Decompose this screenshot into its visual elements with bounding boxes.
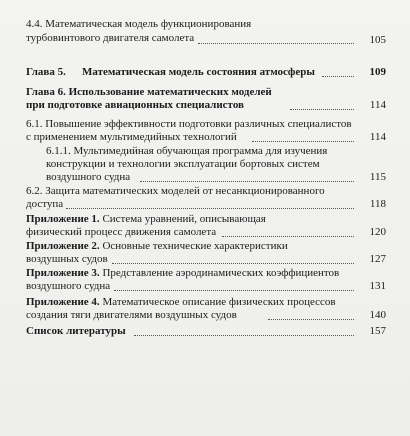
page-number: 157 bbox=[369, 325, 386, 337]
dot-leader bbox=[290, 109, 354, 110]
toc-entry-text: воздушного судна bbox=[46, 171, 131, 183]
page-number: 118 bbox=[369, 198, 386, 210]
toc-entry-text: Основные технические характеристики bbox=[99, 240, 288, 252]
toc-entry-text: Математическое описание физических процессов bbox=[99, 296, 336, 308]
toc-entry-text: воздушных судов bbox=[26, 253, 108, 265]
page-number: 115 bbox=[369, 171, 386, 183]
chapter-label: Глава 5. bbox=[26, 66, 66, 78]
dot-leader bbox=[222, 236, 354, 237]
toc-entry-text: при подготовке авиационных специалистов bbox=[26, 99, 244, 111]
page-number: 114 bbox=[369, 99, 386, 111]
appendix-label: Приложение 3. bbox=[26, 267, 100, 279]
toc-entry-text: Глава 6. Использование математических моделей bbox=[26, 86, 272, 98]
toc-entry-text: турбовинтового двигателя самолета bbox=[26, 32, 195, 44]
toc-entry-text: Представление аэродинамических коэффициентов bbox=[99, 267, 340, 279]
page-number: 120 bbox=[369, 226, 386, 238]
appendix-label: Приложение 1. bbox=[26, 213, 100, 225]
dot-leader bbox=[268, 319, 354, 320]
page-number: 109 bbox=[369, 66, 386, 78]
toc-entry-text: конструкции и технологии эксплуатации бортовых систем bbox=[46, 158, 320, 170]
toc-entry-text: Список литературы bbox=[26, 325, 126, 337]
toc-entry-text: Математическая модель состояния атмосферы bbox=[82, 66, 315, 78]
dot-leader bbox=[66, 208, 354, 209]
page-number: 105 bbox=[369, 34, 386, 46]
dot-leader bbox=[134, 335, 354, 336]
toc-entry-text: 6.1. Повышение эффективности подготовки различных специалистов bbox=[26, 118, 352, 130]
toc-entry-text: 6.2. Защита математических моделей от несанкционированного bbox=[26, 185, 325, 197]
dot-leader bbox=[114, 290, 354, 291]
toc-entry-text: создания тяги двигателями воздушных судов bbox=[26, 309, 237, 321]
page-number: 114 bbox=[369, 131, 386, 143]
toc-entry-text: с применением мультимедийных технологий bbox=[26, 131, 237, 143]
appendix-label: Приложение 4. bbox=[26, 296, 100, 308]
toc-entry-text: Система уравнений, описывающая bbox=[99, 213, 266, 225]
page-number: 131 bbox=[369, 280, 386, 292]
toc-entry-text: физический процесс движения самолета bbox=[26, 226, 217, 238]
dot-leader bbox=[252, 141, 354, 142]
page-number: 127 bbox=[369, 253, 386, 265]
toc-entry-text: воздушного судна bbox=[26, 280, 111, 292]
dot-leader bbox=[140, 181, 354, 182]
toc-entry-text: доступа bbox=[26, 198, 64, 210]
dot-leader bbox=[322, 76, 354, 77]
toc-entry-text: 6.1.1. Мультимедийная обучающая программа для изучения bbox=[46, 145, 328, 157]
dot-leader bbox=[112, 263, 354, 264]
page-number: 140 bbox=[369, 309, 386, 321]
dot-leader bbox=[198, 43, 354, 44]
toc-entry-text: 4.4. Математическая модель функционирования bbox=[26, 18, 252, 30]
appendix-label: Приложение 2. bbox=[26, 240, 100, 252]
